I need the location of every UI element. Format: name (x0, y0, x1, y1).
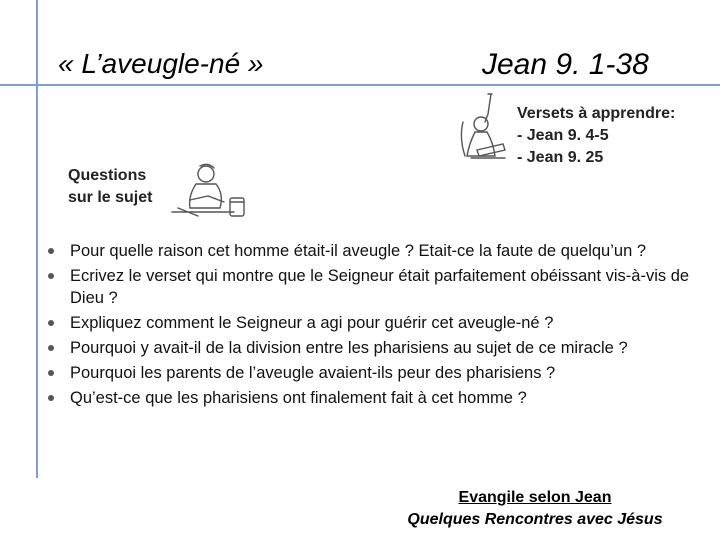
list-item (48, 337, 708, 359)
verse-item: - Jean 9. 25 (517, 149, 604, 166)
header-rule (0, 84, 720, 86)
question-text: Pour quelle raison cet homme était-il aveugle ? Etait-ce la faute de quelqu’un ? (70, 242, 647, 260)
question-text: Ecrivez le verset qui montre que le Seigneur était parfaitement obéissant vis-à-vis de Dieu ? (70, 267, 690, 307)
verses-heading: Versets à apprendre: (517, 105, 676, 122)
scripture-reference: Jean 9. 1-38 (482, 48, 649, 81)
left-rule (36, 0, 38, 478)
footer-subtitle: Quelques Rencontres avec Jésus (407, 511, 663, 528)
questions-list (48, 240, 708, 412)
list-item (48, 265, 708, 309)
questions-label-line1: Questions (68, 167, 147, 184)
footer (380, 487, 690, 531)
list-item (48, 362, 708, 384)
questions-label-line2: sur le sujet (68, 189, 153, 206)
verses-to-learn (517, 103, 675, 169)
list-item (48, 312, 708, 334)
list-item (48, 240, 708, 262)
page-title: « L’aveugle-né » (58, 48, 264, 79)
bullet-icon (48, 395, 54, 401)
question-text: Pourquoi y avait-il de la division entre les pharisiens au sujet de ce miracle ? (70, 339, 628, 357)
verse-item: - Jean 9. 4-5 (517, 127, 609, 144)
question-text: Expliquez comment le Seigneur a agi pour guérir cet aveugle-né ? (70, 314, 554, 332)
bullet-icon (48, 248, 54, 254)
questions-label (68, 165, 152, 209)
question-text: Qu’est-ce que les pharisiens ont finalement fait à cet homme ? (70, 389, 527, 407)
bullet-icon (48, 370, 54, 376)
bullet-icon (48, 345, 54, 351)
list-item (48, 387, 708, 409)
footer-series-title: Evangile selon Jean (458, 489, 612, 506)
reading-person-icon (168, 160, 250, 224)
boy-raising-hand-icon (455, 92, 513, 164)
bullet-icon (48, 273, 54, 279)
question-text: Pourquoi les parents de l’aveugle avaient-ils peur des pharisiens ? (70, 364, 556, 382)
bullet-icon (48, 320, 54, 326)
